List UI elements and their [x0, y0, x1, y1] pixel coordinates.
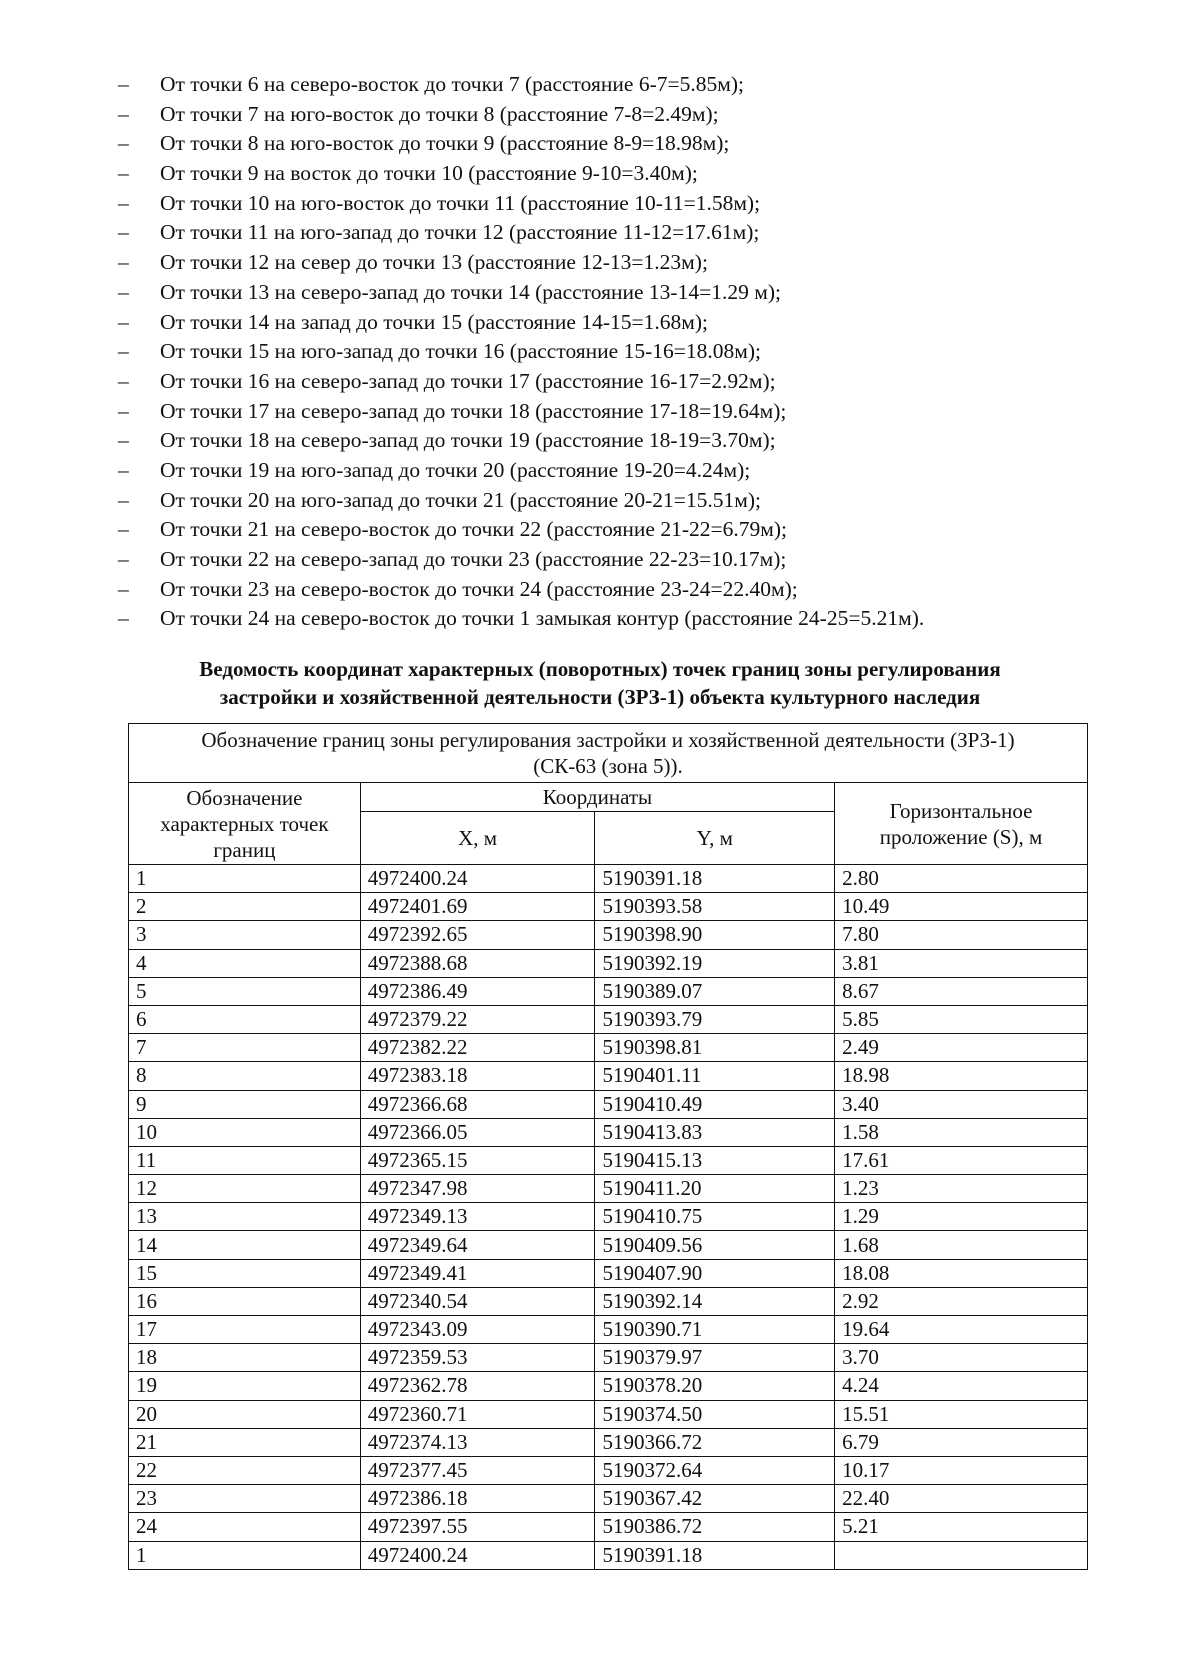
cell-point: 8 [129, 1062, 361, 1090]
cell-x: 4972388.68 [360, 949, 595, 977]
cell-y: 5190411.20 [595, 1175, 835, 1203]
cell-y: 5190392.14 [595, 1287, 835, 1315]
cell-distance: 2.92 [835, 1287, 1088, 1315]
coordinates-table [128, 723, 1088, 1570]
cell-y: 5190390.71 [595, 1316, 835, 1344]
cell-distance: 4.24 [835, 1372, 1088, 1400]
cell-point: 2 [129, 893, 361, 921]
cell-y: 5190415.13 [595, 1146, 835, 1174]
table-row [129, 1231, 1088, 1259]
cell-distance: 1.58 [835, 1118, 1088, 1146]
cell-y: 5190410.49 [595, 1090, 835, 1118]
list-item-text: От точки 15 на юго-запад до точки 16 (расстояние 15-16=18.08м); [160, 339, 762, 364]
list-item-text: От точки 13 на северо-запад до точки 14 (расстояние 13-14=1.29 м); [160, 279, 781, 304]
cell-point: 1 [129, 1541, 361, 1569]
header-point: Обозначение характерных точек границ [129, 783, 361, 865]
table-row [129, 1146, 1088, 1174]
cell-y: 5190409.56 [595, 1231, 835, 1259]
list-item [118, 129, 924, 159]
header-coordinates: Координаты [360, 783, 834, 812]
list-item-text: От точки 6 на северо-восток до точки 7 (расстояние 6-7=5.85м); [160, 72, 744, 96]
table-row [129, 1203, 1088, 1231]
bullet-dash: – [118, 457, 129, 482]
list-item [118, 70, 924, 100]
table-row [129, 1513, 1088, 1541]
cell-x: 4972374.13 [360, 1428, 595, 1456]
table-row [129, 1005, 1088, 1033]
cell-y: 5190366.72 [595, 1428, 835, 1456]
cell-distance: 10.17 [835, 1456, 1088, 1484]
cell-x: 4972349.41 [360, 1259, 595, 1287]
list-item-text: От точки 14 на запад до точки 15 (расстояние 14-15=1.68м); [160, 309, 708, 334]
cell-point: 13 [129, 1203, 361, 1231]
table-row [129, 921, 1088, 949]
cell-y: 5190374.50 [595, 1400, 835, 1428]
cell-point: 9 [129, 1090, 361, 1118]
table-row [129, 1287, 1088, 1315]
cell-point: 10 [129, 1118, 361, 1146]
list-item-text: От точки 10 на юго-восток до точки 11 (расстояние 10-11=1.58м); [160, 190, 761, 215]
boundary-description-list [118, 70, 924, 634]
list-item-text: От точки 12 на север до точки 13 (расстояние 12-13=1.23м); [160, 250, 708, 275]
cell-point: 22 [129, 1456, 361, 1484]
bullet-dash: – [118, 487, 129, 512]
cell-x: 4972386.18 [360, 1485, 595, 1513]
list-item [118, 159, 924, 189]
cell-distance: 10.49 [835, 893, 1088, 921]
table-caption-line-2: (СК-63 (зона 5)). [533, 754, 683, 778]
cell-point: 23 [129, 1485, 361, 1513]
cell-x: 4972386.49 [360, 977, 595, 1005]
table-row [129, 1541, 1088, 1569]
cell-x: 4972379.22 [360, 1005, 595, 1033]
list-item [118, 545, 924, 575]
cell-x: 4972362.78 [360, 1372, 595, 1400]
cell-x: 4972347.98 [360, 1175, 595, 1203]
list-item-text: От точки 21 на северо-восток до точки 22 (расстояние 21-22=6.79м); [160, 517, 787, 542]
table-row [129, 1372, 1088, 1400]
cell-distance: 1.23 [835, 1175, 1088, 1203]
cell-distance: 5.85 [835, 1005, 1088, 1033]
list-item [118, 248, 924, 278]
list-item [118, 456, 924, 486]
cell-y: 5190372.64 [595, 1456, 835, 1484]
list-item-text: От точки 23 на северо-восток до точки 24 (расстояние 23-24=22.40м); [160, 576, 798, 601]
cell-y: 5190392.19 [595, 949, 835, 977]
list-item-text: От точки 11 на юго-запад до точки 12 (расстояние 11-12=17.61м); [160, 220, 760, 245]
cell-point: 4 [129, 949, 361, 977]
table-row [129, 1259, 1088, 1287]
table-row [129, 977, 1088, 1005]
table-row [129, 1316, 1088, 1344]
heading-line-1: Ведомость координат характерных (поворотных) точек границ зоны регулирования [199, 657, 1001, 681]
cell-distance: 18.98 [835, 1062, 1088, 1090]
list-item [118, 308, 924, 338]
cell-y: 5190367.42 [595, 1485, 835, 1513]
list-item-text: От точки 20 на юго-запад до точки 21 (расстояние 20-21=15.51м); [160, 487, 762, 512]
table-row [129, 1034, 1088, 1062]
table-row [129, 949, 1088, 977]
cell-y: 5190378.20 [595, 1372, 835, 1400]
cell-y: 5190391.18 [595, 865, 835, 893]
cell-x: 4972400.24 [360, 865, 595, 893]
list-item-text: От точки 16 на северо-запад до точки 17 (расстояние 16-17=2.92м); [160, 368, 776, 393]
bullet-dash: – [118, 606, 129, 631]
cell-x: 4972360.71 [360, 1400, 595, 1428]
list-item [118, 189, 924, 219]
table-row [129, 1428, 1088, 1456]
header-horizontal-distance: Горизонтальное проложение (S), м [835, 783, 1088, 865]
bullet-dash: – [118, 101, 129, 126]
list-item-text: От точки 19 на юго-запад до точки 20 (расстояние 19-20=4.24м); [160, 457, 751, 482]
table-caption-line-1: Обозначение границ зоны регулирования застройки и хозяйственной деятельности (ЗРЗ-1) [201, 728, 1015, 752]
cell-x: 4972343.09 [360, 1316, 595, 1344]
bullet-dash: – [118, 428, 129, 453]
cell-x: 4972366.68 [360, 1090, 595, 1118]
bullet-dash: – [118, 190, 129, 215]
cell-y: 5190393.58 [595, 893, 835, 921]
cell-point: 16 [129, 1287, 361, 1315]
cell-distance: 5.21 [835, 1513, 1088, 1541]
bullet-dash: – [118, 309, 129, 334]
cell-point: 1 [129, 865, 361, 893]
table-body [129, 865, 1088, 1570]
list-item-text: От точки 18 на северо-запад до точки 19 (расстояние 18-19=3.70м); [160, 428, 776, 453]
cell-point: 5 [129, 977, 361, 1005]
cell-x: 4972400.24 [360, 1541, 595, 1569]
list-item [118, 426, 924, 456]
cell-distance: 3.81 [835, 949, 1088, 977]
cell-x: 4972377.45 [360, 1456, 595, 1484]
cell-y: 5190398.90 [595, 921, 835, 949]
cell-point: 7 [129, 1034, 361, 1062]
bullet-dash: – [118, 368, 129, 393]
list-item [118, 367, 924, 397]
cell-x: 4972340.54 [360, 1287, 595, 1315]
bullet-dash: – [118, 339, 129, 364]
cell-y: 5190393.79 [595, 1005, 835, 1033]
list-item [118, 486, 924, 516]
table-row [129, 1456, 1088, 1484]
bullet-dash: – [118, 279, 129, 304]
cell-point: 14 [129, 1231, 361, 1259]
table-heading [0, 655, 1200, 711]
cell-y: 5190410.75 [595, 1203, 835, 1231]
cell-distance: 22.40 [835, 1485, 1088, 1513]
cell-point: 12 [129, 1175, 361, 1203]
cell-y: 5190386.72 [595, 1513, 835, 1541]
cell-x: 4972397.55 [360, 1513, 595, 1541]
table-row [129, 1400, 1088, 1428]
cell-y: 5190401.11 [595, 1062, 835, 1090]
cell-distance: 1.29 [835, 1203, 1088, 1231]
header-y: Y, м [595, 812, 835, 865]
bullet-dash: – [118, 220, 129, 245]
cell-y: 5190391.18 [595, 1541, 835, 1569]
list-item [118, 278, 924, 308]
table-row [129, 1485, 1088, 1513]
cell-x: 4972366.05 [360, 1118, 595, 1146]
table-row [129, 1090, 1088, 1118]
cell-distance: 8.67 [835, 977, 1088, 1005]
list-item [118, 515, 924, 545]
header-x: X, м [360, 812, 595, 865]
list-item-text: От точки 8 на юго-восток до точки 9 (расстояние 8-9=18.98м); [160, 131, 730, 156]
bullet-dash: – [118, 250, 129, 275]
cell-distance: 1.68 [835, 1231, 1088, 1259]
bullet-dash: – [118, 72, 129, 96]
cell-y: 5190379.97 [595, 1344, 835, 1372]
cell-point: 20 [129, 1400, 361, 1428]
cell-point: 18 [129, 1344, 361, 1372]
table-row [129, 1344, 1088, 1372]
cell-x: 4972383.18 [360, 1062, 595, 1090]
cell-point: 11 [129, 1146, 361, 1174]
list-item [118, 604, 924, 634]
cell-distance: 19.64 [835, 1316, 1088, 1344]
cell-x: 4972359.53 [360, 1344, 595, 1372]
cell-point: 24 [129, 1513, 361, 1541]
table-row [129, 865, 1088, 893]
bullet-dash: – [118, 576, 129, 601]
cell-x: 4972349.13 [360, 1203, 595, 1231]
cell-point: 15 [129, 1259, 361, 1287]
heading-line-2: застройки и хозяйственной деятельности (ЗРЗ-1) объекта культурного наследия [219, 685, 981, 709]
bullet-dash: – [118, 131, 129, 156]
cell-y: 5190398.81 [595, 1034, 835, 1062]
cell-x: 4972392.65 [360, 921, 595, 949]
cell-point: 19 [129, 1372, 361, 1400]
list-item [118, 575, 924, 605]
table-row [129, 1175, 1088, 1203]
cell-distance: 17.61 [835, 1146, 1088, 1174]
cell-y: 5190413.83 [595, 1118, 835, 1146]
cell-y: 5190389.07 [595, 977, 835, 1005]
table-row [129, 893, 1088, 921]
bullet-dash: – [118, 398, 129, 423]
list-item [118, 397, 924, 427]
cell-distance: 15.51 [835, 1400, 1088, 1428]
list-item [118, 337, 924, 367]
cell-distance: 7.80 [835, 921, 1088, 949]
list-item [118, 218, 924, 248]
bullet-dash: – [118, 517, 129, 542]
list-item-text: От точки 17 на северо-запад до точки 18 (расстояние 17-18=19.64м); [160, 398, 787, 423]
list-item-text: От точки 9 на восток до точки 10 (расстояние 9-10=3.40м); [160, 161, 698, 186]
cell-x: 4972382.22 [360, 1034, 595, 1062]
list-item-text: От точки 22 на северо-запад до точки 23 (расстояние 22-23=10.17м); [160, 547, 787, 571]
table-row [129, 1118, 1088, 1146]
table-caption [129, 724, 1088, 783]
cell-distance: 2.80 [835, 865, 1088, 893]
bullet-dash: – [118, 161, 129, 186]
cell-distance: 2.49 [835, 1034, 1088, 1062]
cell-distance [835, 1541, 1088, 1569]
cell-point: 21 [129, 1428, 361, 1456]
list-item-text: От точки 7 на юго-восток до точки 8 (расстояние 7-8=2.49м); [160, 101, 719, 126]
cell-x: 4972401.69 [360, 893, 595, 921]
cell-point: 17 [129, 1316, 361, 1344]
cell-distance: 18.08 [835, 1259, 1088, 1287]
list-item [118, 100, 924, 130]
cell-x: 4972349.64 [360, 1231, 595, 1259]
cell-distance: 6.79 [835, 1428, 1088, 1456]
cell-distance: 3.70 [835, 1344, 1088, 1372]
cell-distance: 3.40 [835, 1090, 1088, 1118]
cell-point: 3 [129, 921, 361, 949]
bullet-dash: – [118, 547, 129, 571]
cell-point: 6 [129, 1005, 361, 1033]
list-item-text: От точки 24 на северо-восток до точки 1 замыкая контур (расстояние 24-25=5.21м). [160, 606, 925, 631]
cell-x: 4972365.15 [360, 1146, 595, 1174]
cell-y: 5190407.90 [595, 1259, 835, 1287]
table-row [129, 1062, 1088, 1090]
